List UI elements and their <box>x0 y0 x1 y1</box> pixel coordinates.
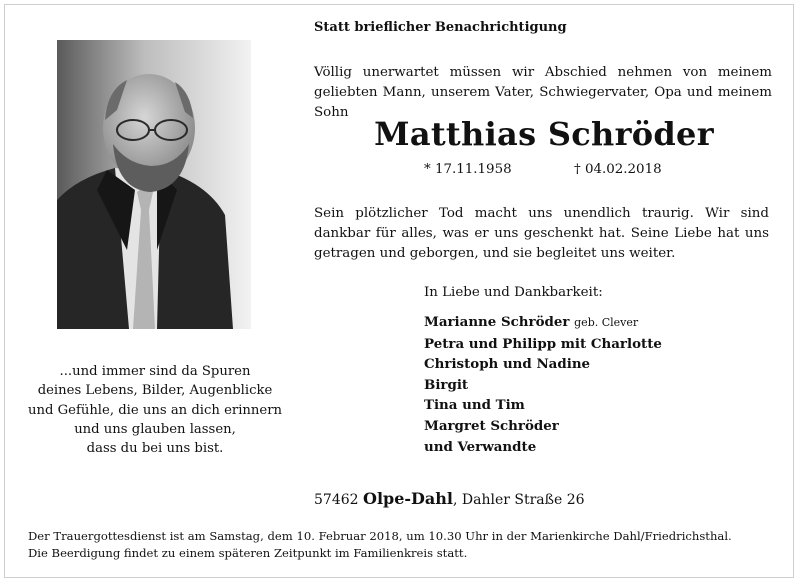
family-member <box>424 312 662 334</box>
maiden-name-note: geb. Clever <box>574 316 639 329</box>
portrait-photo <box>57 40 251 329</box>
address-city: Olpe-Dahl <box>363 489 453 508</box>
family-member-name: und Verwandte <box>424 438 537 455</box>
memorial-quote <box>20 362 290 458</box>
intro-text: Völlig unerwartet müssen wir Abschied nehmen von meinem geliebten Mann, unserem Vater, Schwiegervater, Opa und meinem Sohn <box>314 65 772 120</box>
family-member-name: Margret Schröder <box>424 417 559 434</box>
signoff-text: In Liebe und Dankbarkeit: <box>424 285 603 300</box>
quote-line: und Gefühle, die uns an dich erinnern <box>27 402 283 418</box>
statement-text: Sein plötzlicher Tod macht uns unendlich traurig. Wir sind dankbar für alles, was er uns geschenkt hat. Seine Liebe hat uns getragen und geborgen, und sie begleitet uns weiter. <box>314 206 769 261</box>
family-list <box>424 312 662 457</box>
service-info <box>28 528 768 561</box>
address-street: , Dahler Straße 26 <box>452 492 585 508</box>
family-member <box>424 354 662 375</box>
service-line: Der Trauergottesdienst ist am Samstag, dem 10. Februar 2018, um 10.30 Uhr in der Marienkirche Dahl/Friedrichsthal. <box>28 529 732 543</box>
deceased-name: Matthias Schröder <box>374 115 714 153</box>
family-address <box>314 489 585 508</box>
family-member-name: Christoph und Nadine <box>424 356 591 373</box>
family-member <box>424 334 662 355</box>
family-member <box>424 395 662 416</box>
family-member <box>424 416 662 437</box>
family-member-name: Marianne Schröder <box>424 314 570 330</box>
service-line: Die Beerdigung findet zu einem späteren Zeitpunkt im Familienkreis statt. <box>28 545 468 560</box>
family-member-name: Birgit <box>424 376 469 393</box>
birth-date: * 17.11.1958 <box>424 162 512 177</box>
quote-line: und uns glauben lassen, <box>74 421 236 437</box>
address-zip: 57462 <box>314 492 359 508</box>
family-member <box>424 437 662 458</box>
family-member-name: Petra und Philipp mit Charlotte <box>424 335 662 352</box>
death-date: † 04.02.2018 <box>574 162 662 177</box>
notice-header: Statt brieflicher Benachrichtigung <box>314 20 567 35</box>
quote-line: ...und immer sind da Spuren <box>59 364 251 379</box>
quote-line: deines Lebens, Bilder, Augenblicke <box>37 383 273 399</box>
family-member-name: Tina und Tim <box>424 397 525 414</box>
quote-line: dass du bei uns bist. <box>86 441 224 457</box>
family-member <box>424 375 662 396</box>
